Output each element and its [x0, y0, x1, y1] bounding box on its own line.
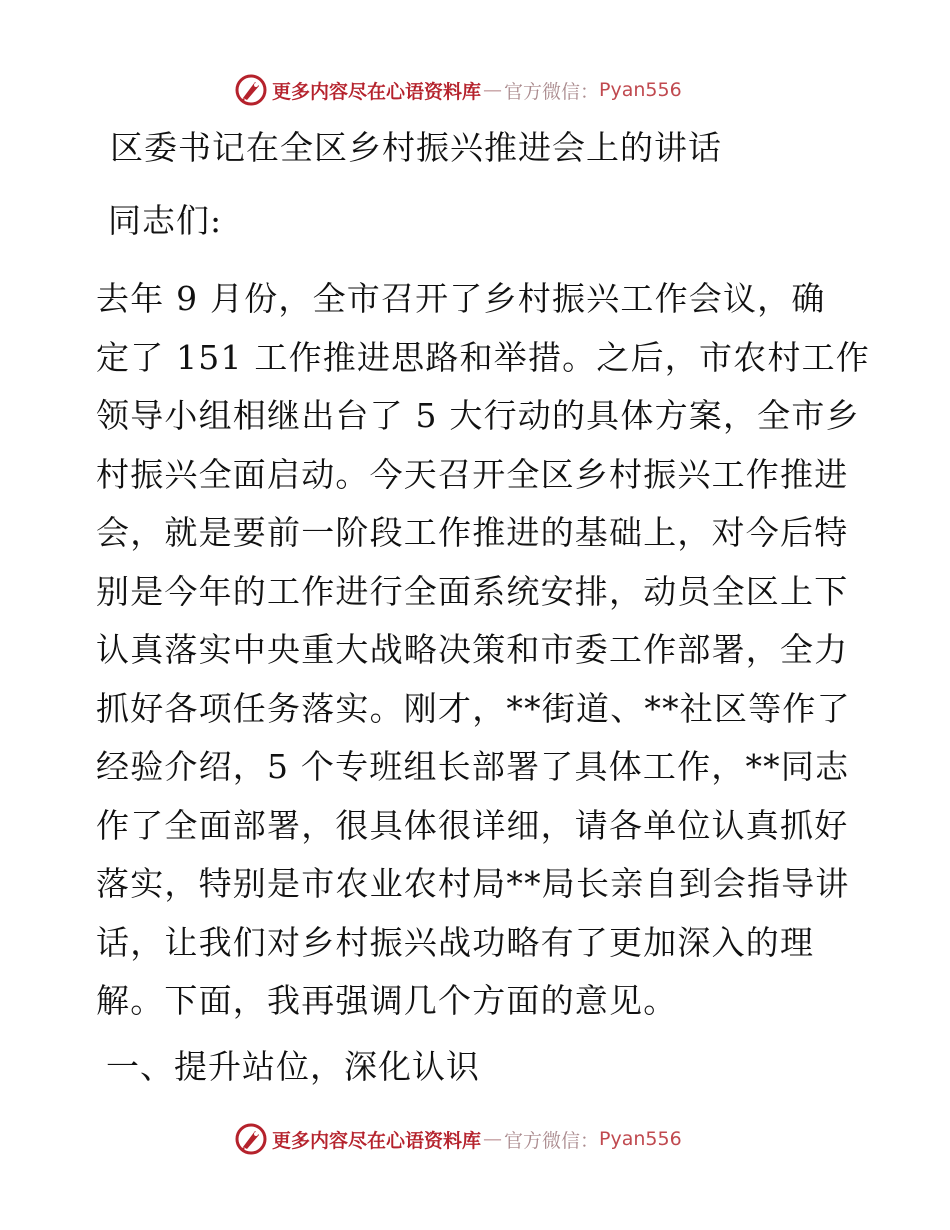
watermark-wechat-label: 官方微信： — [504, 80, 600, 103]
watermark-dash: — — [483, 1128, 503, 1150]
paragraph-line: 会，就是要前一阶段工作推进的基础上，对今后特 — [96, 513, 849, 552]
paragraph-line: 落实，特别是市农业农村局**局长亲自到会指导讲 — [96, 864, 850, 903]
watermark-text: 更多内容尽在心语资料库 — [272, 1129, 482, 1152]
paragraph-line: 解。下面，我再强调几个方面的意见。 — [96, 981, 678, 1020]
document-title: 区委书记在全区乡村振兴推进会上的讲话 — [110, 128, 722, 167]
paragraph-line: 别是今年的工作进行全面系统安排，动员全区上下 — [96, 571, 849, 611]
body-paragraph — [96, 270, 870, 1031]
watermark-wechat-id: Pyan556 — [599, 1128, 682, 1150]
paragraph-line: 抓好各项任务落实。刚才，**街道、**社区等作了 — [96, 688, 851, 728]
watermark-text: 更多内容尽在心语资料库 — [272, 80, 482, 103]
paragraph-line: 去年 9 月份，全市召开了乡村振兴工作会议，确 — [96, 279, 826, 318]
watermark-footer — [234, 1121, 682, 1157]
watermark-wechat-label: 官方微信： — [504, 1129, 600, 1152]
pen-logo-icon — [234, 73, 268, 107]
salutation: 同志们: — [108, 201, 223, 240]
section-heading: 一、提升站位，深化认识 — [106, 1047, 480, 1086]
paragraph-line: 经验介绍，5 个专班组长部署了具体工作，**同志 — [96, 747, 850, 786]
paragraph-line: 话，让我们对乡村振兴战功略有了更加深入的理 — [96, 922, 815, 962]
paragraph-line: 村振兴全面启动。今天召开全区乡村振兴工作推进 — [96, 454, 849, 494]
pen-logo-icon — [234, 1122, 268, 1156]
watermark-dash: — — [483, 79, 503, 101]
paragraph-line: 认真落实中央重大战略决策和市委工作部署，全力 — [96, 630, 849, 669]
paragraph-line: 作了全面部署，很具体很详细，请各单位认真抓好 — [96, 805, 849, 845]
watermark-header — [234, 72, 682, 108]
paragraph-line: 领导小组相继出台了 5 大行动的具体方案，全市乡 — [96, 396, 860, 435]
paragraph-line: 定了 151 工作推进思路和举措。之后，市农村工作 — [96, 337, 870, 377]
watermark-wechat-id: Pyan556 — [599, 79, 682, 101]
